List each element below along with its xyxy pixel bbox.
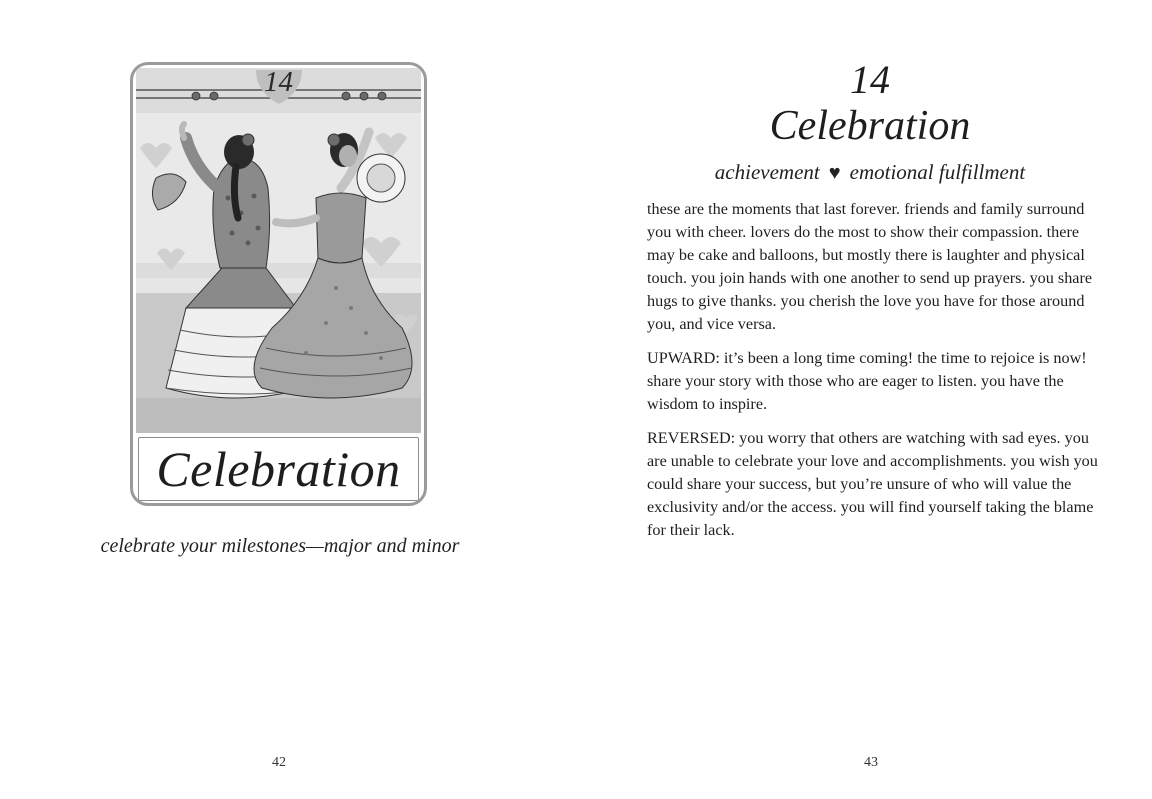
keyword-first: achievement (714, 160, 820, 184)
card-label-box (138, 437, 419, 501)
upward-paragraph: UPWARD: it’s been a long time coming! the time to rejoice is now! share your story with those who are eager to listen. you have the wisdom to inspire. (647, 349, 1087, 413)
card-number: 14 (264, 66, 293, 98)
keywords (660, 160, 1080, 185)
reversed-paragraph: REVERSED: you worry that others are watching with sad eyes. you are unable to celebrate your love and accomplishments. you wish you could share your success, but you’re unsure of who will value the exclusivity and/or the access. you will find yourself taking the blame for their lack. (647, 429, 1098, 539)
keyword-second: emotional fulfillment (849, 160, 1026, 184)
tarot-card (130, 62, 427, 506)
card-heading-title: Celebration (769, 103, 971, 149)
card-heading-number: 14 (850, 57, 890, 102)
description-paragraph: these are the moments that last forever. friends and family surround you with cheer. lovers do the most to show their compassion. there may be cake and balloons, but mostly there is laughter and physical touch. you join hands with one another to send up prayers. you share hugs to give thanks. you cherish the love you have for those around you, and vice versa. (647, 200, 1093, 333)
page-number-right: 43 (864, 755, 878, 770)
card-label: Celebration (156, 441, 401, 497)
card-illustration (136, 68, 421, 433)
heart-icon: ♥ (828, 162, 841, 184)
card-caption: celebrate your milestones—major and minor (100, 535, 460, 557)
description-text (647, 198, 1107, 553)
page-number-left: 42 (272, 755, 286, 770)
